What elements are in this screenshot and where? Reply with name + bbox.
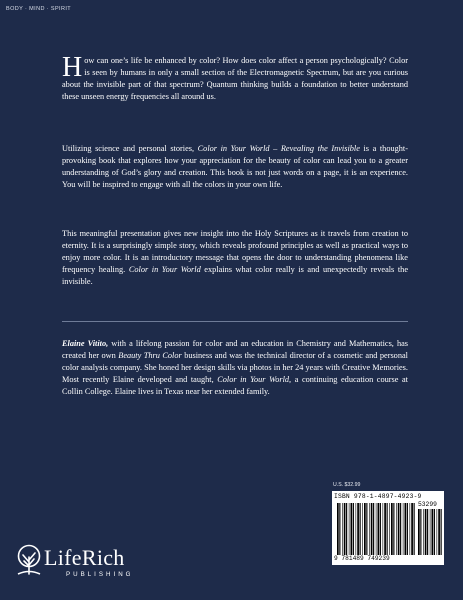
barcode-bar — [441, 509, 442, 555]
barcode-bar — [373, 503, 374, 555]
barcode-bar — [369, 503, 370, 555]
barcode-bar — [349, 503, 350, 555]
barcode-bar — [344, 503, 346, 555]
drop-cap: H — [62, 52, 83, 83]
business-name: Beauty Thru Color — [118, 351, 182, 360]
barcode-bar — [378, 503, 380, 555]
barcode-bar — [420, 509, 421, 555]
barcode-bar — [438, 509, 440, 555]
isbn-text: ISBN 978-1-4897-4923-9 — [334, 493, 422, 500]
publisher-name: LifeRich — [44, 545, 125, 570]
barcode-bar — [410, 503, 411, 555]
barcode-bar — [393, 503, 394, 555]
bio-text: business and was the technical director of a cosmetic and personal color analysis company. She honed her design skills via photos in her 24 years with Creative Memories. Most recently Elaine developed and taught, — [62, 351, 408, 384]
barcode-bar — [432, 509, 434, 555]
barcode-bars — [337, 503, 415, 555]
barcode-bar — [437, 509, 438, 555]
paragraph-text: explains what color really is and unexpectedly reveals the invisible. — [62, 265, 408, 286]
paragraph-text: This meaningful presentation gives new insight into the Holy Scriptures as it travels from creation to eternity. It is a surprisingly simple story, which reveals profound principles as well as practical ways to enjoy more color. It is an introductory message that opens the door to understanding phenomena like frequency healing. — [62, 229, 408, 274]
barcode-bar — [396, 503, 397, 555]
barcode-bar — [387, 503, 388, 555]
paragraph-text: Utilizing science and personal stories, — [62, 144, 198, 153]
barcode-bar — [391, 503, 393, 555]
barcode-bar — [353, 503, 354, 555]
barcode-bar — [366, 503, 367, 555]
barcode-bar — [418, 509, 420, 555]
barcode-bar — [364, 503, 366, 555]
barcode-bar — [360, 503, 361, 555]
barcode-bar — [357, 503, 359, 555]
barcode-bar — [339, 503, 340, 555]
barcode-bar — [342, 503, 343, 555]
bio-text: with a lifelong passion for color and an education in Chemistry and Mathematics, has created her own — [62, 339, 408, 360]
barcode-bar — [383, 503, 384, 555]
tree-emblem-icon — [14, 544, 44, 578]
barcode-bar — [403, 503, 404, 555]
barcode-bar — [414, 503, 415, 555]
author-bio — [62, 338, 408, 398]
book-title: Color in Your World — [128, 265, 201, 274]
barcode-addon-number: 53299 — [418, 501, 437, 508]
barcode-bar — [376, 503, 377, 555]
barcode — [332, 491, 444, 565]
description-paragraph-1 — [62, 52, 408, 103]
barcode-bar — [427, 509, 428, 555]
barcode-bar — [434, 509, 435, 555]
publisher-imprint: PUBLISHING — [66, 571, 134, 578]
barcode-bar — [389, 503, 390, 555]
course-name: Color in Your World, — [217, 375, 292, 384]
barcode-bar — [425, 509, 427, 555]
barcode-bar — [400, 503, 401, 555]
genre-label: BODY · MIND · SPIRIT — [6, 6, 72, 12]
barcode-bar — [411, 503, 413, 555]
author-name: Elaine Vitito, — [62, 339, 109, 348]
barcode-bar — [362, 503, 363, 555]
barcode-bar — [351, 503, 353, 555]
barcode-number: 9 781489 749239 — [334, 555, 390, 562]
price-label: U.S. $32.99 — [333, 482, 361, 488]
barcode-bar — [398, 503, 400, 555]
barcode-addon-bars — [418, 509, 442, 555]
barcode-bar — [337, 503, 339, 555]
barcode-bar — [430, 509, 431, 555]
barcode-bar — [423, 509, 424, 555]
barcode-bar — [384, 503, 386, 555]
book-title: Color in Your World – Revealing the Invisible — [197, 144, 360, 153]
description-paragraph-2 — [62, 143, 408, 191]
barcode-bar — [407, 503, 408, 555]
paragraph-text: ow can one’s life be enhanced by color? How does color affect a person psychologically? Color is seen by humans in only a small section of the Electromagnetic Spectrum, but are you curious about the invisible part of that spectrum? Quantum thinking builds a foundation to better understand these unseen energy frequencies all around us. — [62, 56, 408, 101]
barcode-bar — [380, 503, 381, 555]
paragraph-text: is a thought-provoking book that explores how your appreciation for the beauty of color can lead you to a greater understanding of God’s glory and creation. This book is not just words on a page, it is an experience. You will be inspired to engage with all the colors in your own life. — [62, 144, 408, 189]
publisher-logo — [14, 544, 174, 584]
barcode-bar — [346, 503, 347, 555]
barcode-bar — [405, 503, 407, 555]
barcode-bar — [371, 503, 373, 555]
barcode-bar — [356, 503, 357, 555]
description-paragraph-3 — [62, 228, 408, 288]
section-divider — [62, 321, 408, 322]
bio-text: a continuing education course at Collin College. Elaine lives in Texas near her extended family. — [62, 375, 408, 396]
